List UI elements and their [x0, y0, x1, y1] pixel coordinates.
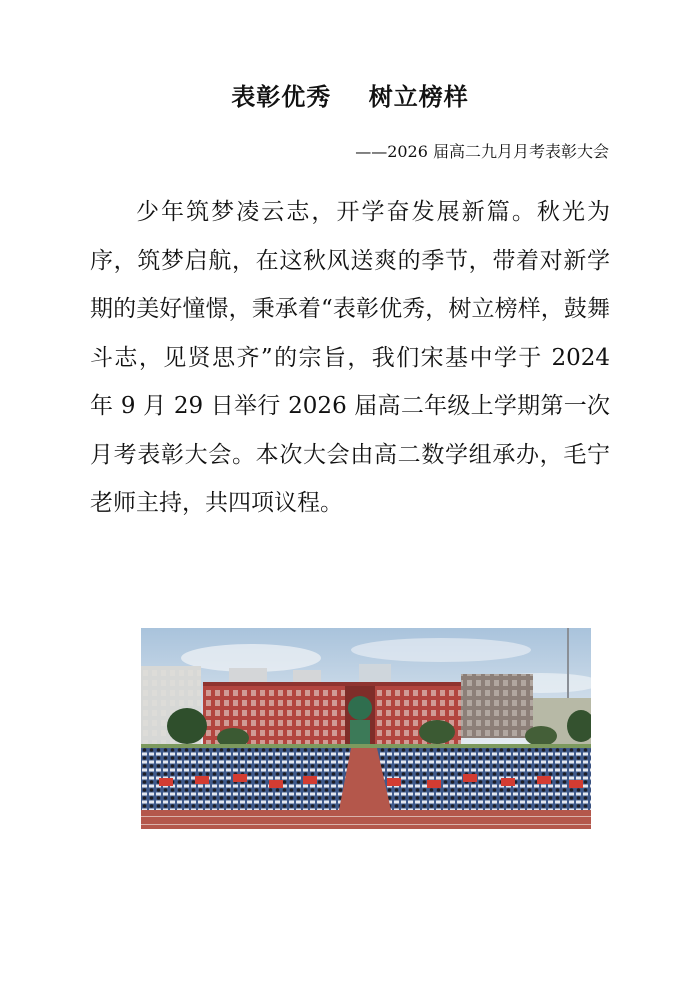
cloud — [351, 638, 531, 662]
tree — [167, 708, 207, 744]
tree — [525, 726, 557, 746]
running-track — [141, 810, 591, 829]
assembly-photo — [141, 628, 591, 829]
rooftop-structure — [229, 668, 267, 684]
entrance-emblem — [348, 696, 372, 720]
rooftop-structure — [293, 670, 321, 684]
flagpole — [567, 628, 569, 698]
rooftop-structure — [359, 664, 391, 684]
assembly-photo-illustration — [141, 628, 591, 829]
body-paragraph: 少年筑梦凌云志，开学奋发展新篇。秋光为序，筑梦启航，在这秋风送爽的季节，带着对新学期的美好憧憬，秉承着“表彰优秀，树立榜样，鼓舞斗志，见贤思齐”的宗旨，我们宋基中学于 2024 年 9 月 29 日举行 2026 届高二年级上学期第一次月考表彰大会。本次大会由高二数学组承办，毛宁老师主持，共四项议程。 — [90, 199, 610, 516]
cloud — [181, 644, 321, 672]
document-title: 表彰优秀 树立榜样 — [231, 83, 469, 111]
tree — [419, 720, 455, 744]
document-subtitle: ——2026 届高二九月月考表彰大会 — [355, 142, 609, 161]
